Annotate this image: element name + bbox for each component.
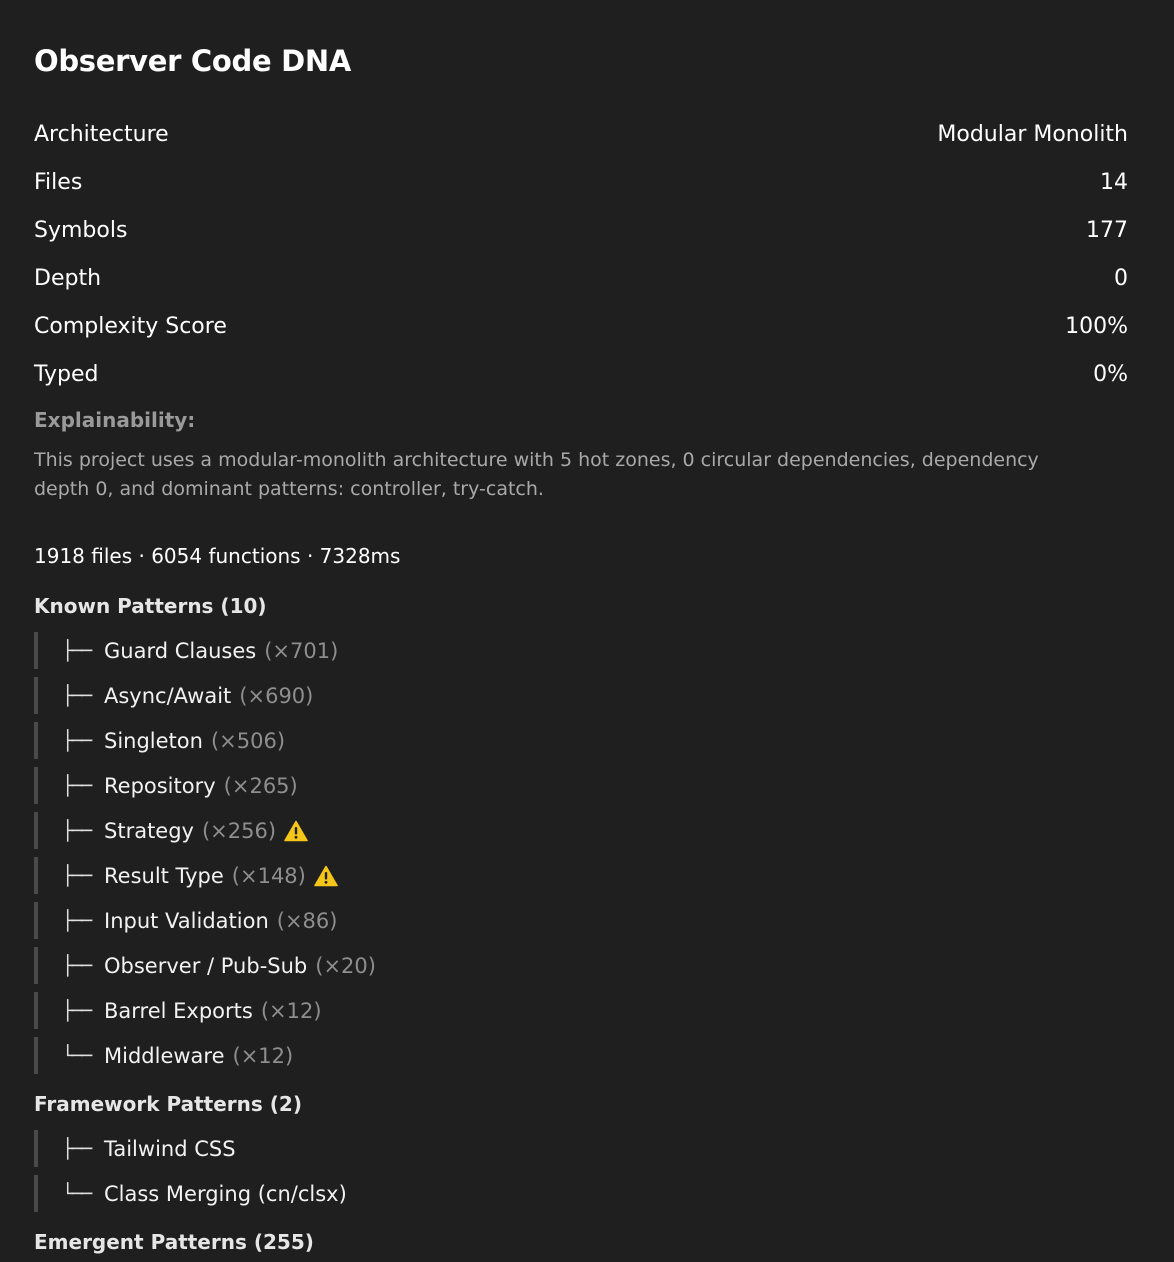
- tree-branch-glyph: ├──: [62, 909, 91, 932]
- pattern-name: Repository: [104, 773, 216, 798]
- pattern-item: [34, 1126, 347, 1171]
- tree-branch-glyph: ├──: [62, 819, 91, 842]
- panel-title: Observer Code DNA: [34, 44, 352, 78]
- stat-value: 14: [1100, 169, 1128, 195]
- stat-label: Depth: [34, 265, 102, 291]
- stat-row-depth: [34, 254, 1128, 302]
- pattern-item: [34, 943, 376, 988]
- tree-guide-line: [34, 902, 38, 939]
- tree-guide-line: [34, 722, 38, 759]
- known-patterns-heading: Known Patterns (10): [34, 594, 267, 618]
- stat-value: 0: [1114, 265, 1128, 291]
- tree-guide-line: [34, 1175, 38, 1212]
- pattern-item: [34, 898, 376, 943]
- tree-branch-glyph: ├──: [62, 999, 91, 1022]
- stat-value: 0%: [1093, 361, 1128, 387]
- framework-patterns-heading: Framework Patterns (2): [34, 1092, 302, 1116]
- tree-branch-glyph: ├──: [62, 729, 91, 752]
- tree-guide-line: [34, 812, 38, 849]
- stat-label: Files: [34, 169, 83, 195]
- tree-branch-glyph: ├──: [62, 639, 91, 662]
- pattern-item: [34, 673, 376, 718]
- framework-patterns-tree: [34, 1126, 347, 1216]
- pattern-count: (×690): [239, 683, 314, 708]
- tree-branch-glyph: ├──: [62, 1137, 91, 1160]
- warning-triangle-icon: [314, 865, 338, 887]
- emergent-patterns-heading: Emergent Patterns (255): [34, 1230, 314, 1254]
- pattern-name: Tailwind CSS: [104, 1136, 236, 1161]
- pattern-name: Class Merging (cn/clsx): [104, 1181, 347, 1206]
- pattern-name: Barrel Exports: [104, 998, 253, 1023]
- explainability-label: Explainability:: [34, 408, 196, 432]
- stat-row-architecture: [34, 110, 1128, 158]
- tree-guide-line: [34, 632, 38, 669]
- tree-guide-line: [34, 1037, 38, 1074]
- stat-row-symbols: [34, 206, 1128, 254]
- tree-guide-line: [34, 857, 38, 894]
- pattern-name: Observer / Pub-Sub: [104, 953, 308, 978]
- stat-value: 177: [1086, 217, 1128, 243]
- tree-guide-line: [34, 992, 38, 1029]
- tree-branch-glyph: └──: [62, 1044, 91, 1067]
- pattern-item: [34, 1033, 376, 1078]
- explainability-text: This project uses a modular-monolith architecture with 5 hot zones, 0 circular dependencies, dependency depth 0, and dominant patterns: controller, try-catch.: [34, 449, 1039, 500]
- pattern-name: Guard Clauses: [104, 638, 257, 663]
- stat-row-typed: [34, 350, 1128, 398]
- warning-triangle-icon: [284, 820, 308, 842]
- pattern-count: (×20): [315, 953, 376, 978]
- pattern-count: (×265): [223, 773, 298, 798]
- pattern-count: (×12): [260, 998, 322, 1023]
- tree-branch-glyph: └──: [62, 1182, 91, 1205]
- stat-label: Symbols: [34, 217, 128, 243]
- pattern-name: Result Type: [104, 863, 224, 888]
- stat-label: Architecture: [34, 121, 169, 147]
- pattern-count: (×12): [232, 1043, 294, 1068]
- pattern-item: [34, 853, 376, 898]
- pattern-item: [34, 628, 376, 673]
- stat-row-files: [34, 158, 1128, 206]
- stat-label: Typed: [34, 361, 99, 387]
- tree-branch-glyph: ├──: [62, 684, 91, 707]
- stat-value: 100%: [1065, 313, 1128, 339]
- pattern-name: Middleware: [104, 1043, 225, 1068]
- tree-branch-glyph: ├──: [62, 954, 91, 977]
- pattern-item: [34, 763, 376, 808]
- pattern-name: Input Validation: [104, 908, 269, 933]
- pattern-name: Strategy: [104, 818, 194, 843]
- known-patterns-tree: [34, 628, 376, 1078]
- pattern-name: Singleton: [104, 728, 203, 753]
- pattern-item: [34, 718, 376, 763]
- stat-row-complexity: [34, 302, 1128, 350]
- pattern-count: (×256): [201, 818, 277, 843]
- tree-guide-line: [34, 677, 38, 714]
- pattern-count: (×86): [276, 908, 338, 933]
- pattern-count: (×148): [231, 863, 306, 888]
- pattern-item: [34, 1171, 347, 1216]
- scan-summary: 1918 files · 6054 functions · 7328ms: [34, 544, 401, 568]
- tree-guide-line: [34, 947, 38, 984]
- pattern-count: (×506): [210, 728, 286, 753]
- pattern-item: [34, 808, 376, 853]
- tree-branch-glyph: ├──: [62, 774, 91, 797]
- pattern-count: (×701): [264, 638, 339, 663]
- stat-label: Complexity Score: [34, 313, 227, 339]
- tree-guide-line: [34, 767, 38, 804]
- tree-guide-line: [34, 1130, 38, 1167]
- stats-list: [34, 110, 1128, 398]
- tree-branch-glyph: ├──: [62, 864, 91, 887]
- pattern-item: [34, 988, 376, 1033]
- pattern-name: Async/Await: [104, 683, 232, 708]
- stat-value: Modular Monolith: [937, 121, 1128, 147]
